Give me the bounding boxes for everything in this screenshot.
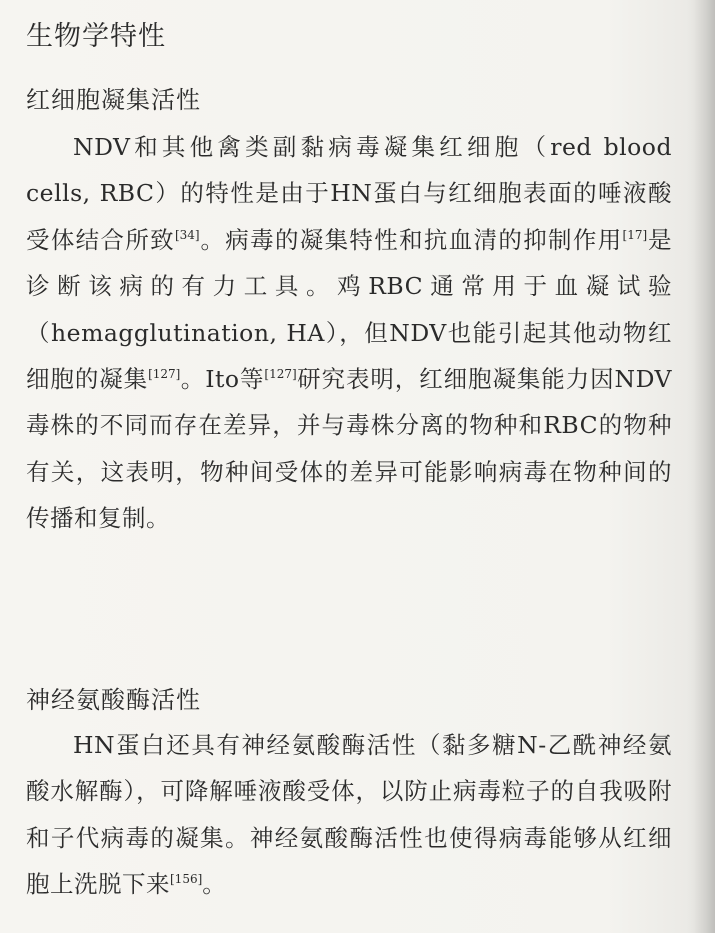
text-run: 。 [202, 870, 227, 899]
page-gutter-shadow [693, 0, 715, 933]
paragraph-neuraminidase [26, 722, 672, 908]
subheading-neuraminidase: 神经氨酸酶活性 [26, 686, 201, 714]
citation-ref: [34] [174, 227, 200, 242]
text-run: 。病毒的凝集特性和抗血清的抑制作用 [199, 225, 623, 254]
citation-ref: [127] [148, 367, 181, 382]
section-title: 生物学特性 [26, 21, 166, 52]
citation-ref: [156] [170, 872, 203, 887]
text-run: 是诊断该病的有力工具。鸡RBC通常用于血凝试验（hemagglutination, HA），但NDV也能引起其他动物红细胞的凝集 [26, 225, 673, 394]
text-run: NDV和其他禽类副黏病毒凝集红细胞（red blood cells, RBC）的特性是由于HN蛋白与红细胞表面的唾液酸受体结合所致 [26, 133, 672, 254]
paragraph-hemagglutination [26, 124, 672, 542]
text-run: HN蛋白还具有神经氨酸酶活性（黏多糖N-乙酰神经氨酸水解酶），可降解唾液酸受体，以防止病毒粒子的自我吸附和子代病毒的凝集。神经氨酸酶活性也使得病毒能够从红细胞上洗脱下来 [26, 731, 672, 899]
citation-ref: [17] [622, 227, 648, 242]
text-run: 。Ito等 [180, 365, 265, 394]
text-run: 研究表明，红细胞凝集能力因NDV毒株的不同而存在差异，并与毒株分离的物种和RBC的物种有关，这表明，物种间受体的差异可能影响病毒在物种间的传播和复制。 [26, 365, 673, 533]
citation-ref: [127] [264, 367, 297, 382]
subheading-hemagglutination: 红细胞凝集活性 [26, 86, 201, 114]
